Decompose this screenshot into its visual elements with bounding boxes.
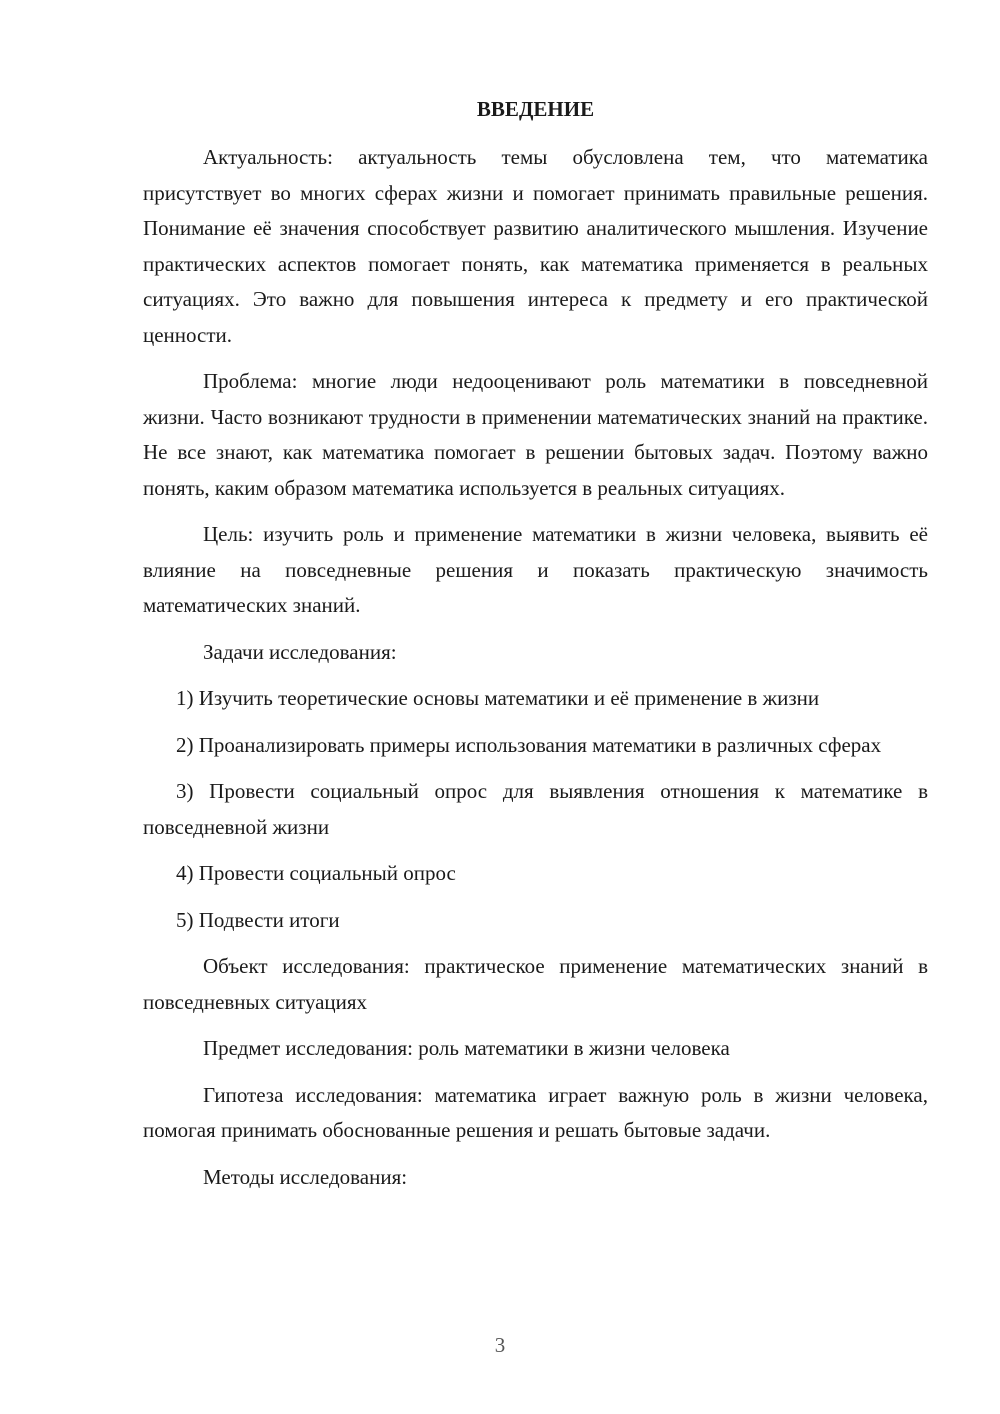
paragraph-object: Объект исследования: практическое применение математических знаний в повседневных ситуациях <box>143 954 928 1014</box>
tasks-list <box>143 681 928 938</box>
document-page <box>143 92 928 1195</box>
methods-heading: Методы исследования: <box>203 1164 408 1189</box>
paragraph-goal: Цель: изучить роль и применение математики в жизни человека, выявить её влияние на повседневные решения и показать практическую значимость математических знаний. <box>143 522 928 617</box>
paragraph-hypothesis: Гипотеза исследования: математика играет важную роль в жизни человека, помогая принимать обоснованные решения и решать бытовые задачи. <box>143 1082 928 1142</box>
paragraph-relevance: Актуальность: актуальность темы обусловлена тем, что математика присутствует во многих сферах жизни и помогает принимать правильные решения. Понимание её значения способствует развитию аналитического мышления. Изучение практических аспектов помогает понять, как математика применяется в реальных ситуациях. Это важно для повышения интереса к предмету и его практической ценности. <box>143 145 928 347</box>
list-item: 2) Проанализировать примеры использования математики в различных сферах <box>176 732 882 757</box>
list-item: 4) Провести социальный опрос <box>176 861 456 885</box>
page-number: 3 <box>494 1333 506 1357</box>
list-item: 5) Подвести итоги <box>176 907 340 932</box>
paragraph-subject: Предмет исследования: роль математики в жизни человека <box>203 1036 730 1060</box>
paragraph-problem: Проблема: многие люди недооценивают роль математики в повседневной жизни. Часто возникают трудности в применении математических знаний на практике. Не все знают, как математика помогает в решении бытовых задач. Поэтому важно понять, каким образом математика используется в реальных ситуациях. <box>143 369 928 500</box>
list-item: 3) Провести социальный опрос для выявления отношения к математике в повседневной жизни <box>143 779 928 839</box>
list-item: 1) Изучить теоретические основы математики и её применение в жизни <box>176 686 820 710</box>
tasks-heading: Задачи исследования: <box>203 639 397 664</box>
document-title: ВВЕДЕНИЕ <box>476 97 595 121</box>
